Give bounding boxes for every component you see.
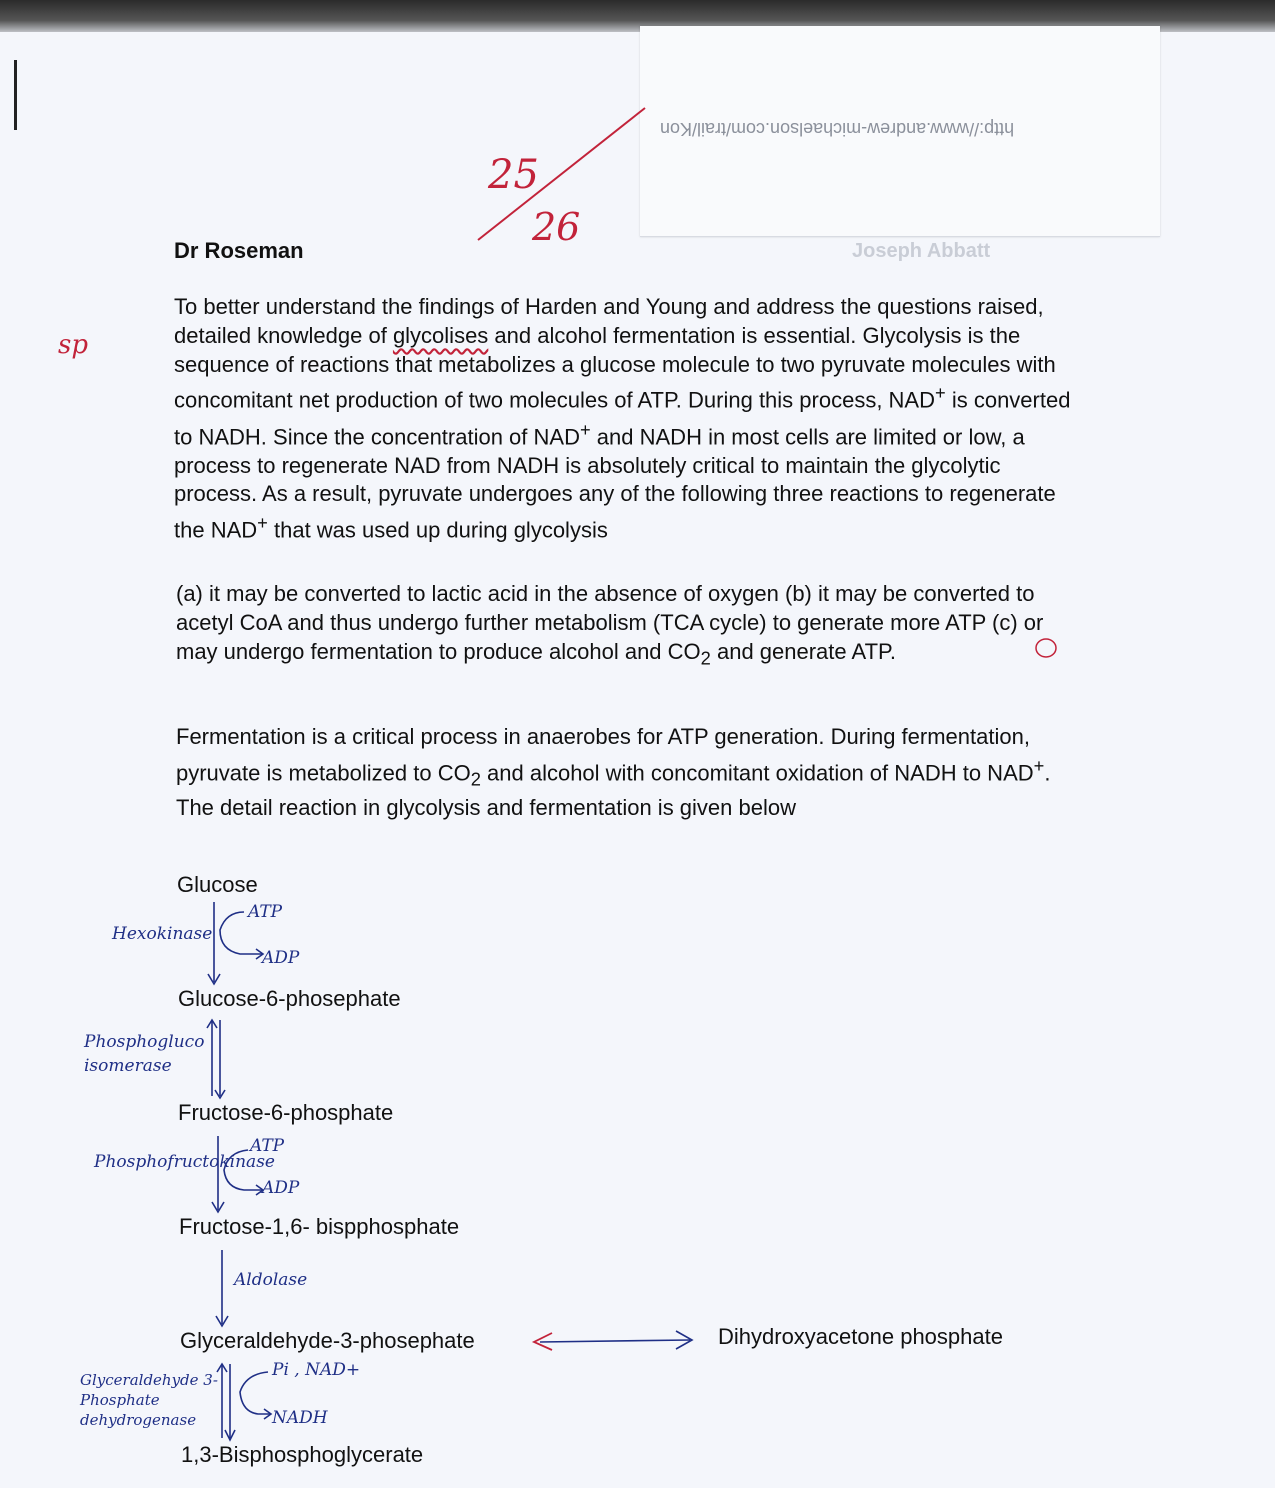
paragraph-glycolysis: To better understand the findings of Harden and Young and address the questions raised, detailed knowledge of glycolises and alcohol fermentation is essential. Glycolysis is the sequence of reactions that metabolizes a glucose molecule to two pyruvate molecules with concomitant net production of two molecules of ATP. During this process, NAD+ is converted to NADH. Since the concentration of NAD+ and NADH in most cells are limited or low, a process to regenerate NAD from NADH is absolutely critical to maintain the glycolytic process. As a result, pyruvate undergoes any of the following three reactions to regenerate the NAD+ that was used up during glycolysis (174, 294, 1071, 543)
compound-glucose: Glucose (177, 872, 258, 897)
enzyme-gapdh: Glyceraldehyde 3-Phosphate dehydrogenase (80, 1371, 218, 1429)
document-heading: Dr Roseman (174, 238, 304, 263)
enzyme-phosphogluco-isomerase: Phosphogluco isomerase (84, 1032, 205, 1076)
compound-dihydroxyacetone-phosphate: Dihydroxyacetone phosphate (718, 1324, 1003, 1349)
compound-1-3-bisphosphoglycerate: 1,3-Bisphosphoglycerate (181, 1442, 424, 1467)
paragraph-fermentation: Fermentation is a critical process in anaerobes for ATP generation. During fermentation, pyruvate is metabolized to $CO_2$ and alcohol with concomitant oxidation of NADH to NAD+. The detail reaction in glycolysis and fermentation is given below (176, 724, 1051, 821)
show-through-author: Joseph Abbatt (852, 240, 991, 262)
enzyme-hexokinase: Hexokinase (112, 924, 213, 944)
cofactor-nadh: NADH (272, 1408, 328, 1428)
cofactor-atp-1: ATP (248, 902, 283, 922)
margin-mark (14, 60, 17, 130)
misspelling-marked: glycolises (392, 322, 489, 348)
grade-score: 25 (488, 152, 539, 198)
grade-annotation (470, 100, 650, 250)
compound-glyceraldehyde-3-phosphate: Glyceraldehyde-3-phosephate (180, 1328, 475, 1353)
cofactor-pi-nad: Pi , NAD+ (272, 1360, 361, 1380)
show-through-url: http://www.andrew-michaelson.com/trail/Kon (660, 119, 1015, 139)
compound-glucose-6-phosphate: Glucose-6-phosephate (178, 986, 401, 1011)
compound-fructose-6-phosphate: Fructose-6-phosphate (178, 1100, 394, 1125)
paragraph-pyruvate-fates: (a) it may be converted to lactic acid in the absence of oxygen (b) it may be converted to acetyl CoA and thus undergo further metabolism (TCA cycle) to generate more ATP (c) or may undergo fermentation to produce alcohol and $CO_2$ and generate ATP. (176, 581, 1044, 668)
margin-note-sp: sp (58, 330, 88, 360)
cofactor-adp-2: ADP (262, 1178, 300, 1198)
cofactor-adp-1: ADP (262, 948, 300, 968)
grade-total: 26 (532, 205, 581, 249)
enzyme-phosphofructokinase: Phosphofructokinase (94, 1152, 275, 1172)
compound-fructose-1-6-bisphosphate: Fructose-1,6- bispphosphate (179, 1214, 460, 1239)
enzyme-aldolase: Aldolase (234, 1270, 308, 1290)
cofactor-atp-2: ATP (250, 1136, 285, 1156)
